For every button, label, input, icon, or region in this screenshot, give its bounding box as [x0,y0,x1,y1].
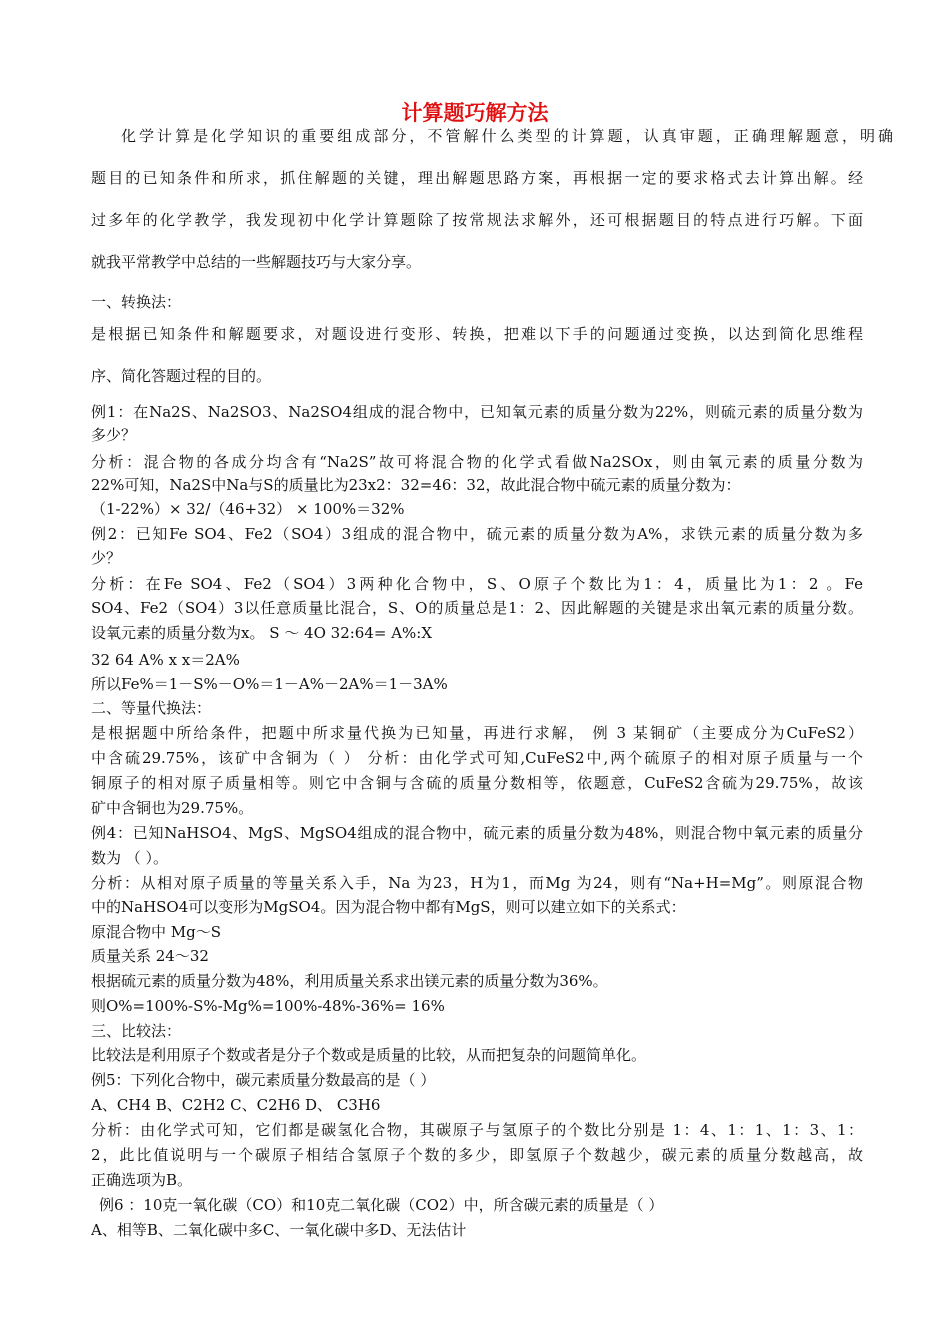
paragraph-line: 质量关系 24～32 [91,947,209,965]
paragraph-line: 分析：在Fe SO4、Fe2（SO4）3两种化合物中，S、O原子个数比为1：4，质量比为1：2 。Fe [91,575,863,593]
paragraph-line: 是根据已知条件和解题要求，对题设进行变形、转换，把难以下手的问题通过变换，以达到简化思维程 [91,325,863,343]
paragraph-line: 例2：已知Fe SO4、Fe2（SO4）3组成的混合物中，硫元素的质量分数为A%，求铁元素的质量分数为多 [91,525,863,543]
paragraph-line: 是根据题中所给条件，把题中所求量代换为已知量，再进行求解， 例 3 某铜矿（主要成分为CuFeS2） [91,724,863,742]
paragraph-line: 例6 ：10克一氧化碳（CO）和10克二氧化碳（CO2）中，所含碳元素的质量是（ ） [99,1196,664,1214]
paragraph-line: 题目的已知条件和所求，抓住解题的关键，理出解题思路方案，再根据一定的要求格式去计算出解。经 [91,169,863,187]
paragraph-line: 2，此比值说明与一个碳原子相结合氢原子个数的多少，即氢原子个数越少，碳元素的质量分数越高，故 [91,1146,863,1164]
paragraph-line: 少？ [91,549,122,567]
paragraph-line: 多少？ [91,426,137,444]
section-heading: 二、等量代换法： [91,699,212,717]
paragraph-line: 例4：已知NaHSO4、MgS、MgSO4组成的混合物中，硫元素的质量分数为48%，则混合物中氧元素的质量分 [91,824,863,842]
paragraph-line: SO4、Fe2（SO4）3以任意质量比混合，S、O的质量总是1：2、因此解题的关键是求出氧元素的质量分数。 [91,599,863,617]
section-heading: 一、转换法： [91,293,182,311]
paragraph-line: 就我平常教学中总结的一些解题技巧与大家分享。 [91,253,422,271]
paragraph-line: 化学计算是化学知识的重要组成部分，不管解什么类型的计算题，认真审题，正确理解题意，明确 [121,127,893,145]
paragraph-line: 中的NaHSO4可以变形为MgSO4。因为混合物中都有MgS，则可以建立如下的关系式： [91,898,686,916]
paragraph-line: 正确选项为B。 [91,1171,193,1189]
section-heading: 三、比较法： [91,1022,182,1040]
paragraph-line: 数为 （ ）。 [91,849,169,867]
paragraph-line: （1-22%）× 32/（46+32） × 100%＝32% [91,500,405,518]
paragraph-line: 22%可知，Na2S中Na与S的质量比为23x2：32=46：32，故此混合物中硫元素的质量分数为： [91,476,741,494]
paragraph-line: 分析：混合物的各成分均含有“Na2S”故可将混合物的化学式看做Na2SOx，则由氧元素的质量分数为 [91,453,863,471]
paragraph-line: 序、简化答题过程的目的。 [91,367,272,385]
paragraph-line: 例1：在Na2S、Na2SO3、Na2SO4组成的混合物中，已知氧元素的质量分数为22%，则硫元素的质量分数为 [91,403,863,421]
paragraph-line: 32 64 A% x x＝2A% [91,651,240,669]
paragraph-line: 则O%=100%-S%-Mg%=100%-48%-36%= 16% [91,997,445,1015]
paragraph-line: 例5：下列化合物中，碳元素质量分数最高的是（ ） [91,1071,436,1089]
paragraph-line: 根据硫元素的质量分数为48%，利用质量关系求出镁元素的质量分数为36%。 [91,972,608,990]
paragraph-line: A、相等B、二氧化碳中多C、一氧化碳中多D、无法估计 [91,1221,467,1239]
paragraph-line: 分析：由化学式可知，它们都是碳氢化合物，其碳原子与氢原子的个数比分别是 1：4、1：1、1：3、1： [91,1121,863,1139]
paragraph-line: 所以Fe%＝1－S%－O%＝1－A%－2A%＝1－3A% [91,675,448,693]
paragraph-line: 铜原子的相对原子质量相等。则它中含铜与含硫的质量分数相等，依题意，CuFeS2含硫为29.75%，故该 [91,774,863,792]
paragraph-line: 中含硫29.75%，该矿中含铜为（ ） 分析：由化学式可知,CuFeS2中,两个硫原子的相对原子质量与一个 [91,749,863,767]
paragraph-line: 分析：从相对原子质量的等量关系入手，Na 为23，H为1，而Mg 为24，则有“Na+H=Mg”。则原混合物 [91,874,863,892]
paragraph-line: A、CH4 B、C2H2 C、C2H6 D、 C3H6 [91,1096,381,1114]
paragraph-line: 过多年的化学教学，我发现初中化学计算题除了按常规法求解外，还可根据题目的特点进行巧解。下面 [91,211,863,229]
document-title: 计算题巧解方法 [401,101,549,125]
paragraph-line: 矿中含铜也为29.75%。 [91,799,254,817]
paragraph-line: 比较法是利用原子个数或者是分子个数或是质量的比较，从而把复杂的问题简单化。 [91,1046,647,1064]
paragraph-line: 原混合物中 Mg～S [91,923,222,941]
paragraph-line: 设氧元素的质量分数为x。 S ～ 4O 32:64= A%:X [91,624,433,642]
